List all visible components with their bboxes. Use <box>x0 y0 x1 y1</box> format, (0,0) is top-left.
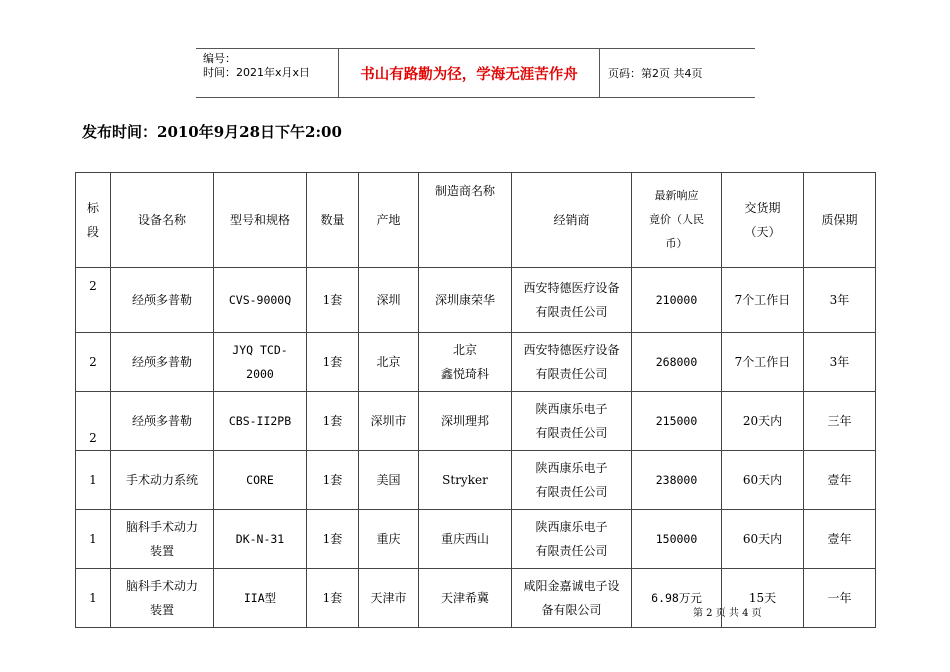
cell-qty: 1套 <box>307 392 359 451</box>
page-header <box>196 48 755 98</box>
cell-model: DK-N-31 <box>214 510 307 569</box>
cell-warranty: 3年 <box>804 268 876 333</box>
cell-delivery: 7个工作日 <box>722 268 804 333</box>
cell-origin: 深圳市 <box>359 392 419 451</box>
header-price: 最新响应 竟价（人民 币） <box>632 173 722 268</box>
table-row <box>76 268 876 333</box>
header-device: 设备名称 <box>111 173 214 268</box>
cell-section: 1 <box>76 451 111 510</box>
cell-manufacturer: 北京 鑫悦琦科 <box>419 333 512 392</box>
header-section: 标 段 <box>76 173 111 268</box>
cell-qty: 1套 <box>307 333 359 392</box>
cell-section: 1 <box>76 569 111 628</box>
cell-model: JYQ TCD- 2000 <box>214 333 307 392</box>
cell-qty: 1套 <box>307 569 359 628</box>
cell-model: CBS-II2PB <box>214 392 307 451</box>
time-label: 时间：2021年x月x日 <box>203 66 311 79</box>
cell-manufacturer: 深圳理邦 <box>419 392 512 451</box>
header-dealer: 经销商 <box>512 173 632 268</box>
table-header-row <box>76 173 876 268</box>
cell-section: 2 <box>76 268 111 333</box>
table-row <box>76 392 876 451</box>
number-label: 编号： <box>203 52 236 65</box>
header-info <box>196 49 339 97</box>
cell-origin: 美国 <box>359 451 419 510</box>
cell-warranty: 一年 <box>804 569 876 628</box>
cell-section: 1 <box>76 510 111 569</box>
cell-device: 手术动力系统 <box>111 451 214 510</box>
cell-price: 150000 <box>632 510 722 569</box>
cell-dealer: 西安特德医疗设备 有限责任公司 <box>512 333 632 392</box>
publish-time: 发布时间：2010年9月28日下午2:00 <box>82 123 342 141</box>
cell-delivery: 60天内 <box>722 451 804 510</box>
cell-price: 268000 <box>632 333 722 392</box>
cell-qty: 1套 <box>307 268 359 333</box>
header-model: 型号和规格 <box>214 173 307 268</box>
cell-qty: 1套 <box>307 451 359 510</box>
table-row <box>76 510 876 569</box>
bid-table <box>75 172 876 628</box>
header-origin: 产地 <box>359 173 419 268</box>
cell-section: 2 <box>76 333 111 392</box>
cell-dealer: 陕西康乐电子 有限责任公司 <box>512 392 632 451</box>
page-indicator: 页码：第2页 共4页 <box>608 67 703 80</box>
cell-origin: 深圳 <box>359 268 419 333</box>
cell-price: 6.98万元 <box>632 569 722 628</box>
table-row <box>76 333 876 392</box>
cell-device: 经颅多普勒 <box>111 268 214 333</box>
cell-qty: 1套 <box>307 510 359 569</box>
cell-device: 经颅多普勒 <box>111 333 214 392</box>
table-row <box>76 451 876 510</box>
cell-manufacturer: 重庆西山 <box>419 510 512 569</box>
cell-warranty: 壹年 <box>804 451 876 510</box>
cell-section: 2 <box>76 392 111 451</box>
cell-price: 210000 <box>632 268 722 333</box>
cell-delivery: 15天 <box>722 569 804 628</box>
cell-dealer: 咸阳金嘉诚电子设 备有限公司 <box>512 569 632 628</box>
header-manufacturer: 制造商名称 <box>419 173 512 268</box>
header-delivery: 交货期 （天） <box>722 173 804 268</box>
cell-warranty: 3年 <box>804 333 876 392</box>
header-qty: 数量 <box>307 173 359 268</box>
cell-model: CVS-9000Q <box>214 268 307 333</box>
cell-delivery: 20天内 <box>722 392 804 451</box>
cell-delivery: 7个工作日 <box>722 333 804 392</box>
motto: 书山有路勤为径，学海无涯苦作舟 <box>339 49 600 97</box>
cell-price: 215000 <box>632 392 722 451</box>
cell-manufacturer: 天津希冀 <box>419 569 512 628</box>
cell-price: 238000 <box>632 451 722 510</box>
header-warranty: 质保期 <box>804 173 876 268</box>
cell-dealer: 西安特德医疗设备 有限责任公司 <box>512 268 632 333</box>
cell-device: 经颅多普勒 <box>111 392 214 451</box>
cell-warranty: 壹年 <box>804 510 876 569</box>
cell-origin: 北京 <box>359 333 419 392</box>
cell-warranty: 三年 <box>804 392 876 451</box>
cell-origin: 重庆 <box>359 510 419 569</box>
cell-delivery: 60天内 <box>722 510 804 569</box>
cell-device: 脑科手术动力 装置 <box>111 569 214 628</box>
cell-origin: 天津市 <box>359 569 419 628</box>
cell-model: IIA型 <box>214 569 307 628</box>
cell-model: CORE <box>214 451 307 510</box>
cell-dealer: 陕西康乐电子 有限责任公司 <box>512 451 632 510</box>
cell-manufacturer: Stryker <box>419 451 512 510</box>
cell-manufacturer: 深圳康荣华 <box>419 268 512 333</box>
cell-device: 脑科手术动力 装置 <box>111 510 214 569</box>
footer-page-number: 第 2 页 共 4 页 <box>693 608 762 619</box>
cell-dealer: 陕西康乐电子 有限责任公司 <box>512 510 632 569</box>
